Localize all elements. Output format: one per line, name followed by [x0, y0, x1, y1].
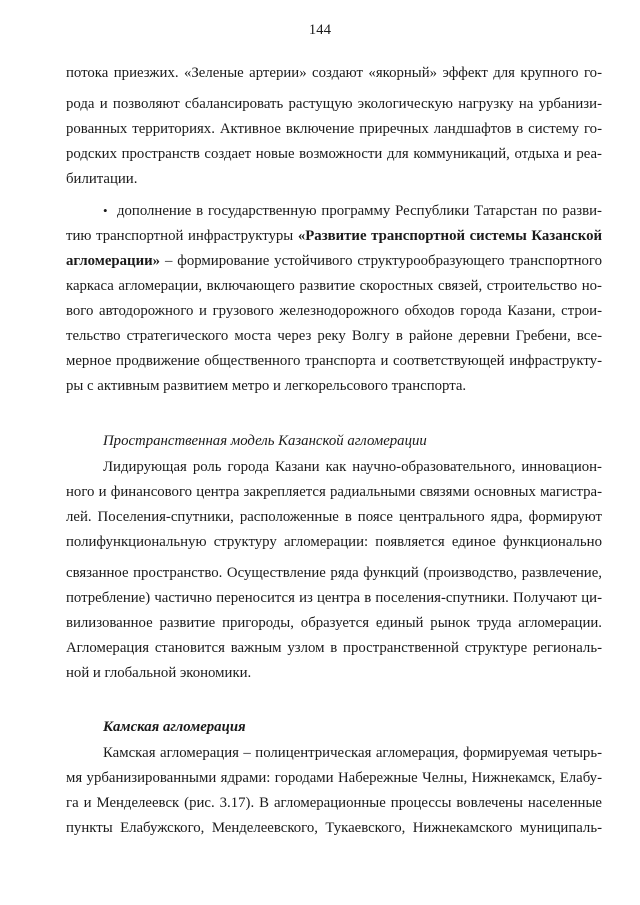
text-run: тию транспортной инфраструктуры: [66, 228, 298, 244]
text-line: мерное продвижение общественного транспорта и соответствующей инфраструкту-: [66, 353, 602, 369]
text-line: ры с активным развитием метро и легкорельсового транспорта.: [66, 378, 467, 394]
text-line: Камская агломерация – полицентрическая агломерация, формируемая четырь-: [103, 745, 602, 761]
text-line: га и Менделеевск (рис. 3.17). В агломерационные процессы вовлечены населенные: [66, 795, 602, 811]
text-run: – формирование устойчивого структурообразующего транспортного: [160, 253, 602, 269]
page-number: 144: [308, 22, 332, 38]
section-heading: Камская агломерация: [103, 719, 246, 735]
text-line: ной и глобальной экономики.: [66, 665, 252, 681]
text-line: вого автодорожного и грузового железнодорожного обходов города Казани, строи-: [66, 303, 602, 319]
text-line: рода и позволяют сбалансировать растущую экологическую нагрузку на урбанизи-: [66, 96, 602, 112]
text-line: потока приезжих. «Зеленые артерии» создают «якорный» эффект для крупного го-: [66, 65, 602, 81]
text-line: вилизованное развитие пригороды, образуется единый рынок труда агломерации.: [66, 615, 602, 631]
text-line: полифункциональную структуру агломерации: появляется единое функционально: [66, 534, 602, 550]
text-line: каркаса агломерации, включающего развитие скоростных связей, строительство но-: [66, 278, 602, 294]
text-line: Агломерация становится важным узлом в пространственной структуре региональ-: [66, 640, 602, 656]
text-line: лей. Поселения-спутники, расположенные в поясе центрального ядра, формируют: [66, 509, 602, 525]
text-line: связанное пространство. Осуществление ряда функций (производство, развлечение,: [66, 565, 602, 581]
text-line: ного и финансового центра закрепляется радиальными связями основных магистра-: [66, 484, 602, 500]
text-line: пункты Елабужского, Менделеевского, Тукаевского, Нижнекамского муниципаль-: [66, 820, 602, 836]
text-line: Лидирующая роль города Казани как научно-образовательного, инновацион-: [103, 459, 602, 475]
text-line: родских пространств создает новые возможности для коммуникаций, отдыха и реа-: [66, 146, 602, 162]
program-title-end: агломерации»: [66, 253, 161, 269]
text-line: мя урбанизированными ядрами: городами Набережные Челны, Нижнекамск, Елабу-: [66, 770, 602, 786]
text-line: тельство стратегического моста через реку Волгу в районе деревни Гребени, все-: [66, 328, 602, 344]
text-line: [66, 252, 602, 270]
text-line: потребление) частично переносится из центра в поселения-спутники. Получают ци-: [66, 590, 602, 606]
text-line: рованных территориях. Активное включение приречных ландшафтов в систему го-: [66, 121, 602, 137]
program-title: «Развитие транспортной системы Казанской: [297, 228, 602, 244]
text-line: билитации.: [66, 171, 138, 187]
bullet-icon: •: [103, 203, 108, 218]
bullet-text: дополнение в государственную программу Республики Татарстан по разви-: [117, 203, 602, 219]
text-line: [66, 227, 602, 245]
bullet-first-line: [103, 202, 602, 220]
section-heading: Пространственная модель Казанской агломерации: [103, 433, 427, 449]
